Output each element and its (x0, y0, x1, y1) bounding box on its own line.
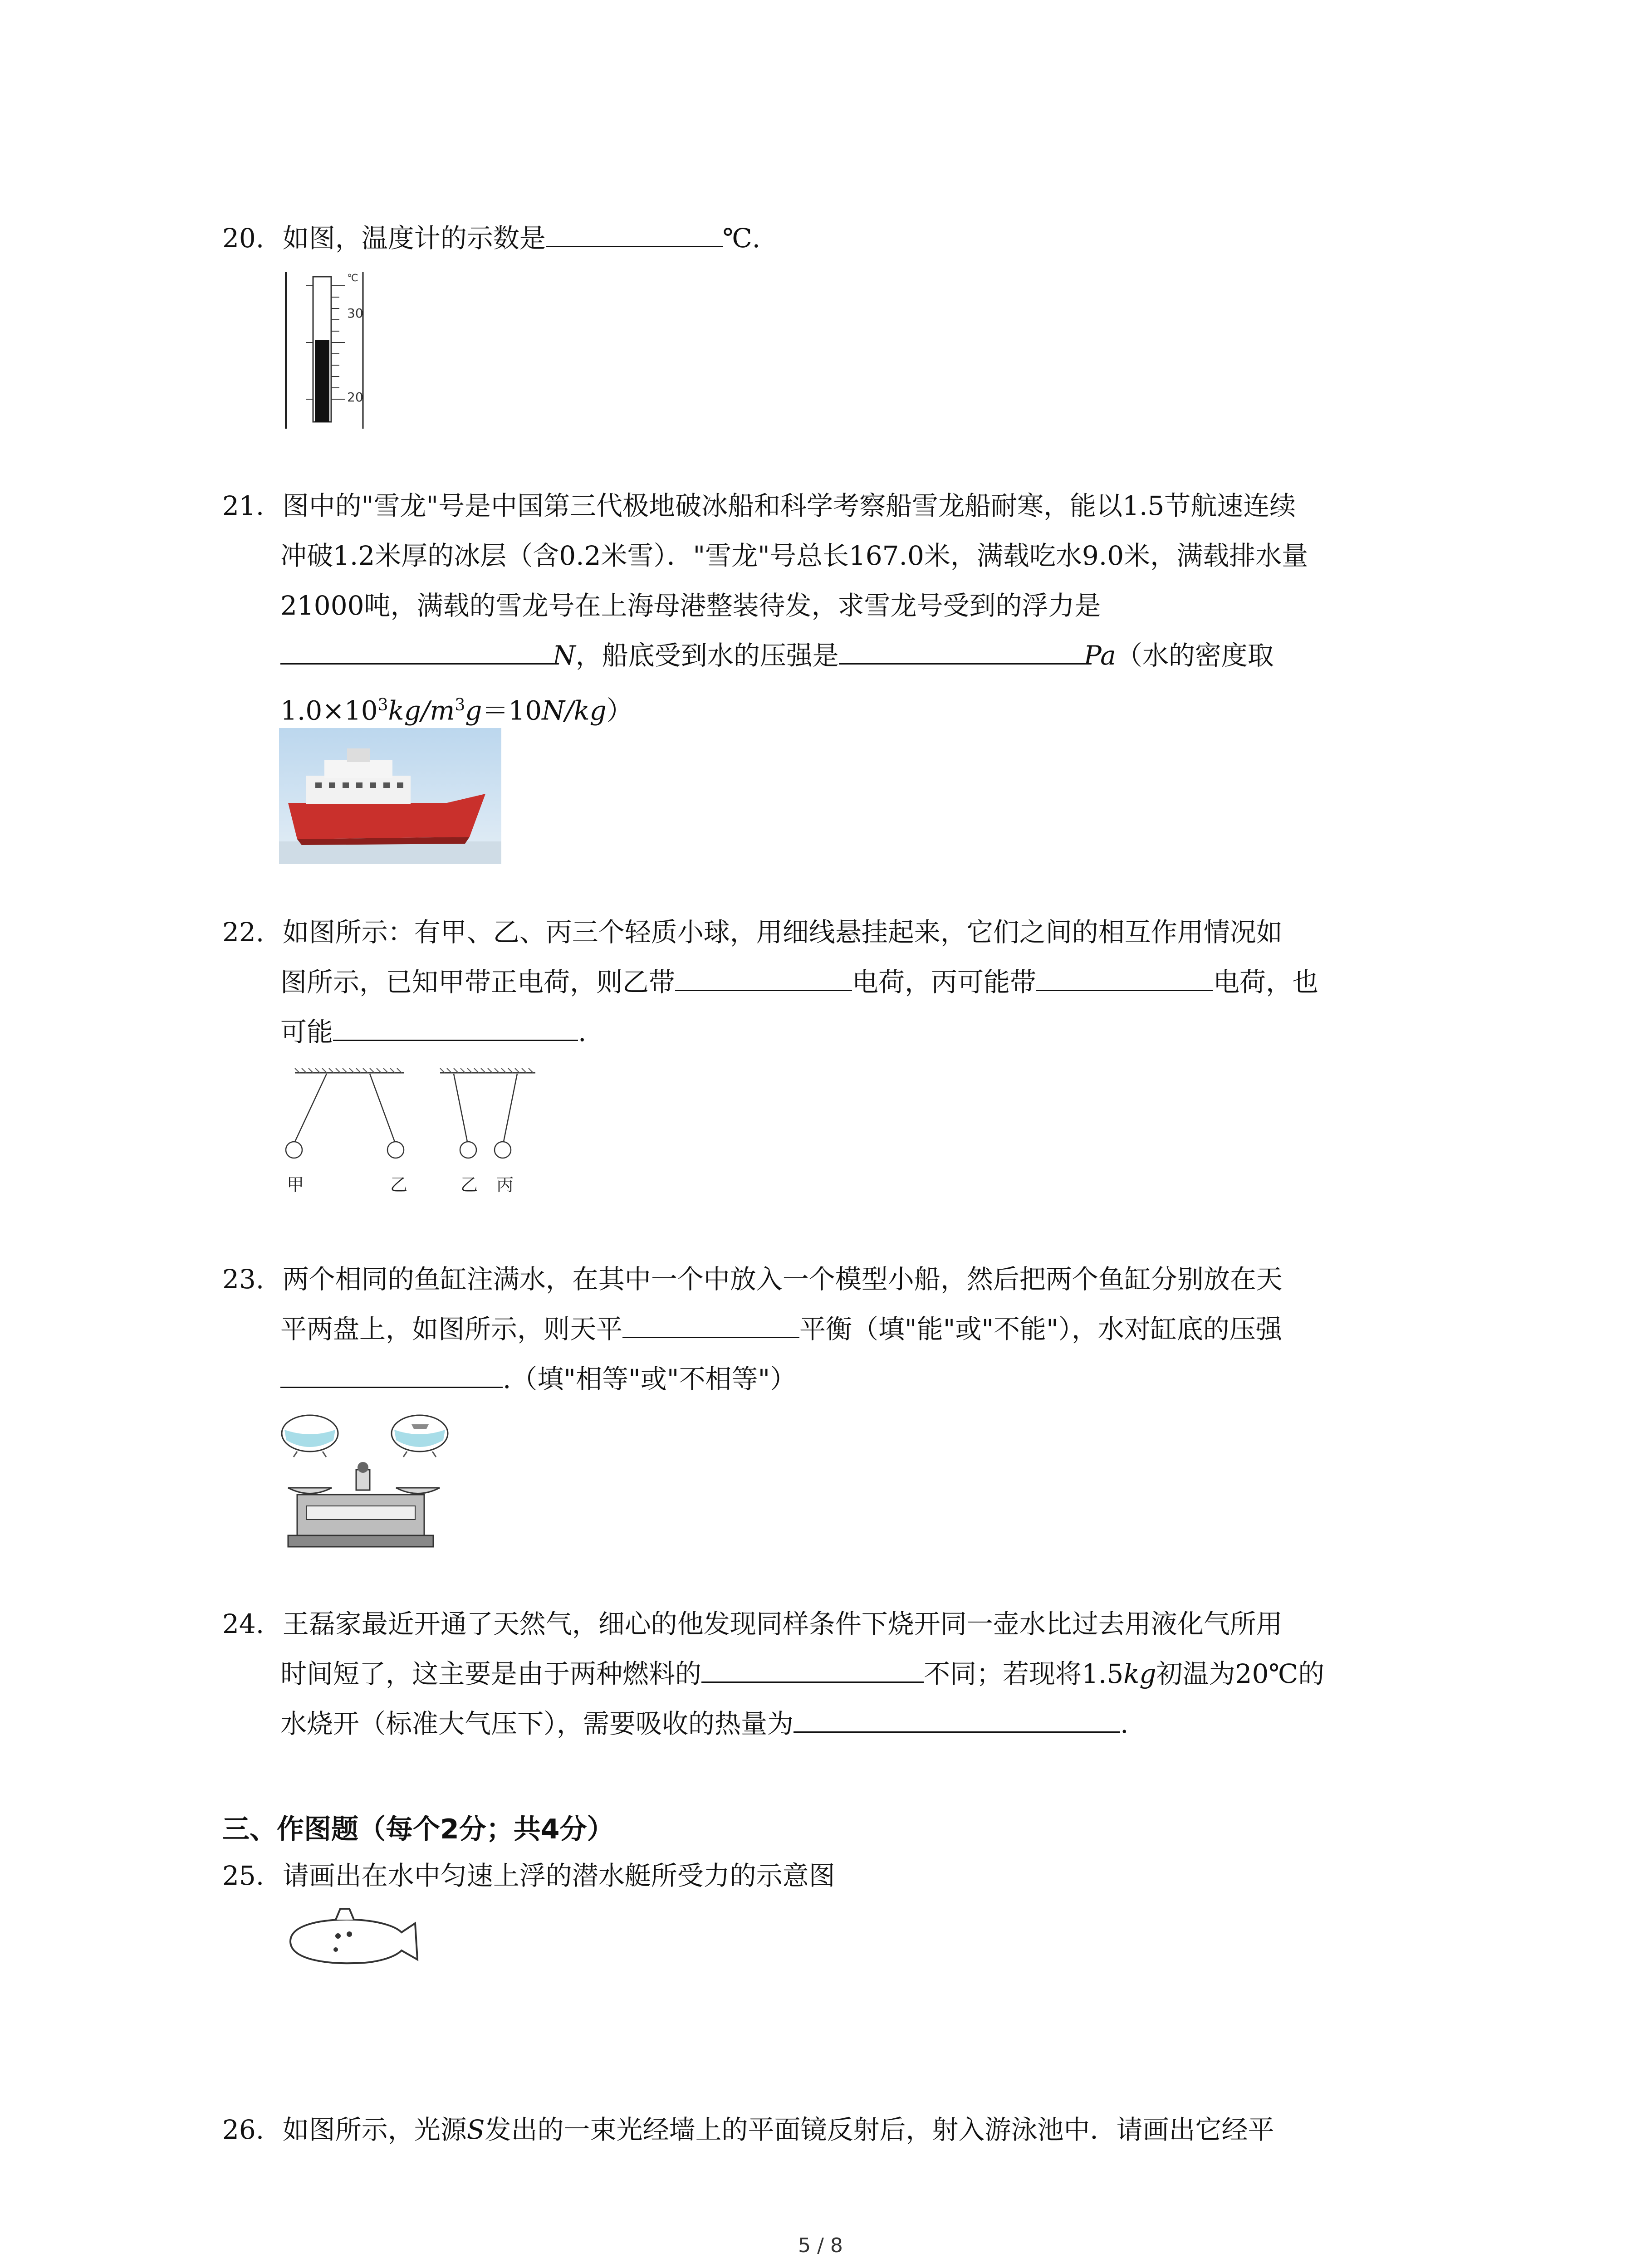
question-text: 时间短了，这主要是由于两种燃料的 (280, 1658, 702, 1689)
formula-text: ＝10 (482, 695, 542, 726)
q23-line-2 (280, 1313, 1282, 1345)
formula-unit: N/kg (542, 695, 607, 726)
question-number: 21. (222, 490, 265, 521)
q20-line (222, 222, 760, 254)
formula-unit: kg/m (388, 695, 455, 726)
question-text: （水的密度取 (1116, 640, 1274, 671)
unit-label: kg (1123, 1658, 1156, 1689)
question-text: 王磊家最近开通了天然气，细心的他发现同样条件下烧开同一壶水比过去用液化气所用 (282, 1608, 1283, 1639)
answer-blank-pressure-compare[interactable] (280, 1363, 503, 1388)
question-text: 电荷，也 (1213, 967, 1319, 997)
question-text: 请画出在水中匀速上浮的潜水艇所受力的示意图 (282, 1860, 835, 1891)
section-heading: 三、作图题（每个2分；共4分） (222, 1813, 614, 1845)
question-number: 23. (222, 1264, 265, 1295)
answer-blank[interactable] (546, 222, 723, 247)
q24-line-3 (280, 1708, 1128, 1740)
question-text: 两个相同的鱼缸注满水，在其中一个中放入一个模型小船，然后把两个鱼缸分别放在天 (282, 1264, 1283, 1295)
q24-line-2 (280, 1658, 1324, 1690)
question-text: 平两盘上，如图所示，则天平 (280, 1314, 623, 1344)
ball-label-yi: 乙 (460, 1175, 478, 1195)
formula-sup: 3 (377, 696, 388, 714)
question-number: 24. (222, 1608, 265, 1639)
thermo-unit-label: ℃ (347, 273, 358, 284)
question-number: 25. (222, 1860, 265, 1891)
question-text: ，船底受到水的压强是 (575, 640, 839, 671)
question-text: 图所示，已知甲带正电荷，则乙带 (280, 967, 676, 997)
ball-label-bing: 丙 (496, 1175, 514, 1195)
question-number: 22. (222, 917, 265, 948)
icebreaker-ship-image (279, 728, 501, 864)
unit-label: N (553, 640, 576, 671)
question-text: 水烧开（标准大气压下），需要吸收的热量为 (280, 1708, 794, 1739)
question-text: 如图，温度计的示数是 (282, 223, 546, 254)
q26-line (222, 2114, 1274, 2146)
question-text: .（填"相等"或"不相等"） (503, 1364, 797, 1394)
answer-blank-bing-1[interactable] (1036, 966, 1213, 991)
question-text: 平衡（填"能"或"不能"），水对缸底的压强 (799, 1314, 1282, 1344)
question-text: ℃. (722, 223, 761, 254)
question-text: . (578, 1017, 587, 1047)
question-text: 发出的一束光经墙上的平面镜反射后，射入游泳池中．请画出它经平 (485, 2114, 1274, 2145)
q22-line-3 (280, 1016, 586, 1048)
q23-line-1 (222, 1263, 1283, 1295)
formula-var: g (465, 695, 482, 726)
question-text: 冲破1.2米厚的冰层（含0.2米雪）．"雪龙"号总长167.0米，满载吃水9.0米，满载排水量 (280, 540, 1308, 571)
question-text: 如图所示，光源 (282, 2114, 467, 2145)
answer-blank-heat[interactable] (794, 1708, 1120, 1733)
q21-line-5 (280, 689, 633, 726)
formula-text: 1.0×10 (280, 695, 378, 726)
submarine-figure (281, 1905, 426, 1978)
page-number: 5 / 8 (798, 2234, 843, 2257)
answer-blank-pressure[interactable] (839, 640, 1084, 665)
q22-line-1 (222, 916, 1283, 948)
q23-line-3 (280, 1363, 796, 1395)
question-number: 26. (222, 2114, 265, 2145)
q22-line-2 (280, 966, 1318, 998)
question-text: 可能 (280, 1017, 333, 1047)
question-text: . (1120, 1708, 1129, 1739)
thermo-tick-label: 30 (347, 306, 363, 321)
question-text: 不同；若现将1.5 (924, 1658, 1124, 1689)
charged-balls-figure (281, 1064, 554, 1204)
formula-sup: 3 (455, 696, 465, 714)
answer-blank-yi[interactable] (675, 966, 852, 991)
answer-blank-fuel-property[interactable] (701, 1658, 924, 1683)
variable-label: S (466, 2114, 485, 2145)
ball-label-jia: 甲 (287, 1175, 304, 1195)
q25-line (222, 1860, 835, 1892)
question-number: 20. (222, 223, 265, 254)
unit-label: Pa (1083, 640, 1116, 671)
answer-blank-balance[interactable] (622, 1313, 799, 1338)
answer-blank-buoyancy[interactable] (280, 640, 553, 665)
q24-line-1 (222, 1608, 1283, 1640)
q21-line-4 (280, 640, 1274, 671)
thermo-tick-label: 20 (347, 390, 363, 405)
question-text: 初温为20℃的 (1156, 1658, 1325, 1689)
q21-line-1 (222, 490, 1296, 522)
question-text: 如图所示：有甲、乙、丙三个轻质小球，用细线悬挂起来，它们之间的相互作用情况如 (282, 917, 1283, 948)
answer-blank-bing-2[interactable] (333, 1016, 578, 1041)
ball-label-yi: 乙 (390, 1175, 408, 1195)
balance-fishtanks-figure (279, 1411, 460, 1560)
formula-text: ） (606, 695, 633, 726)
question-text: 21000吨，满载的雪龙号在上海母港整装待发，求雪龙号受到的浮力是 (280, 590, 1101, 621)
question-text: 图中的"雪龙"号是中国第三代极地破冰船和科学考察船雪龙船耐寒，能以1.5节航速连续 (282, 490, 1296, 521)
thermometer-figure (281, 272, 372, 431)
question-text: 电荷，丙可能带 (852, 967, 1037, 997)
